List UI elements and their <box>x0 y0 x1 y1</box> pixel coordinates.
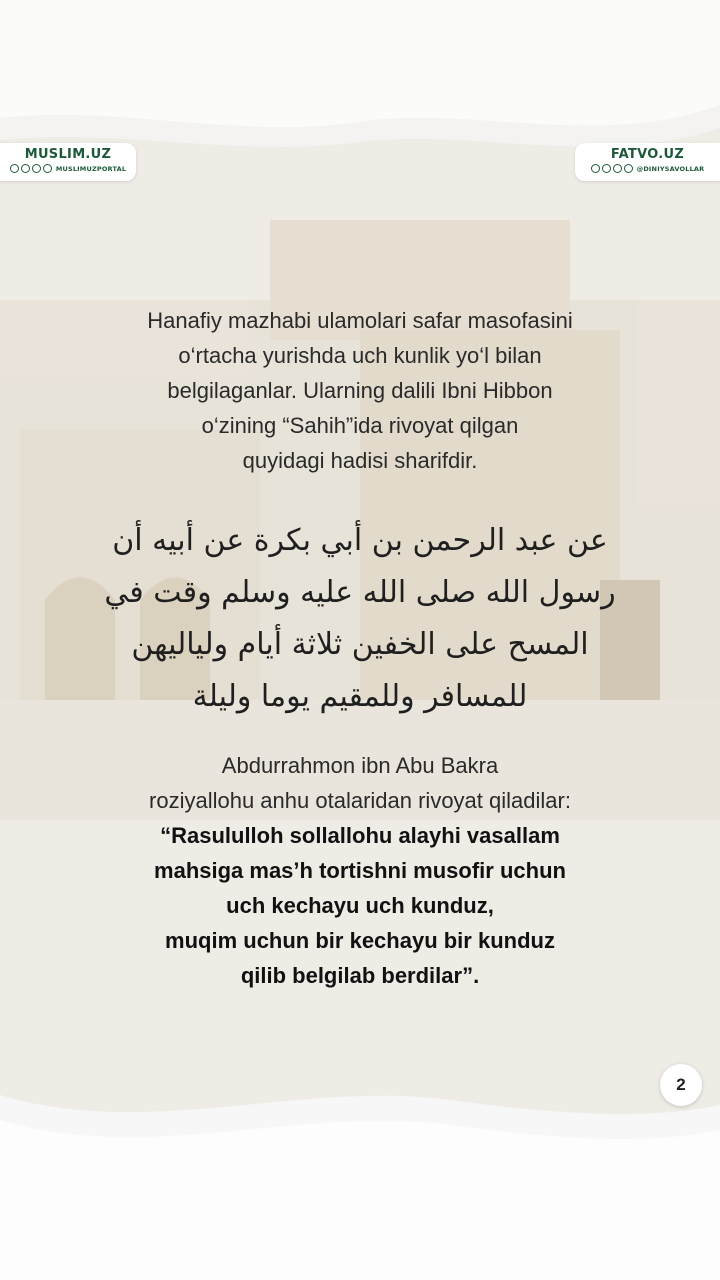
fatvo-uz-logo: FATVO.UZ <box>610 147 685 162</box>
instagram-icon <box>591 164 600 173</box>
social-icons-left <box>0 164 136 173</box>
social-handle-left: MUSLIMUZPORTAL <box>55 164 127 173</box>
intro-line: belgilaganlar. Ularning dalili Ibni Hibbon <box>167 378 553 403</box>
instagram-icon <box>10 164 19 173</box>
quote-line: “Rasululloh sollallohu alayhi vasallam <box>160 823 560 848</box>
arabic-hadith <box>70 515 650 723</box>
quote-line: qilib belgilab berdilar”. <box>240 963 480 988</box>
muslim-uz-badge <box>0 143 136 181</box>
youtube-icon <box>602 164 611 173</box>
quote-line: muqim uchun bir kechayu bir kunduz <box>165 928 555 953</box>
muslim-uz-logo: MUSLIM.UZ <box>24 147 112 162</box>
telegram-icon <box>43 164 52 173</box>
translation-paragraph <box>60 748 660 993</box>
intro-line: Hanafiy mazhabi ulamolari safar masofasini <box>147 308 573 333</box>
intro-line: quyidagi hadisi sharifdir. <box>242 448 478 473</box>
arabic-line: عن عبد الرحمن بن أبي بكرة عن أبيه أن <box>112 523 608 558</box>
quote-line: mahsiga mas’h tortishni musofir uchun <box>154 858 566 883</box>
arabic-line: رسول الله صلى الله عليه وسلم وقت في <box>104 575 616 610</box>
social-icons-right <box>575 164 720 173</box>
telegram-icon <box>624 164 633 173</box>
narration-line: roziyallohu anhu otalaridan rivoyat qiladilar: <box>149 788 571 813</box>
quote-line: uch kechayu uch kunduz, <box>226 893 494 918</box>
arabic-line: للمسافر وللمقيم يوما وليلة <box>192 679 528 714</box>
youtube-icon <box>21 164 30 173</box>
social-handle-right: @DINIYSAVOLLAR <box>636 164 705 173</box>
narration-line: Abdurrahmon ibn Abu Bakra <box>221 753 499 778</box>
facebook-icon <box>32 164 41 173</box>
page-number-badge: 2 <box>660 1064 702 1106</box>
intro-line: o‘rtacha yurishda uch kunlik yo‘l bilan <box>178 343 542 368</box>
intro-paragraph <box>60 303 660 478</box>
arabic-line: المسح على الخفين ثلاثة أيام ولياليهن <box>131 627 589 662</box>
intro-line: o‘zining “Sahih”ida rivoyat qilgan <box>201 413 519 438</box>
fatvo-uz-badge <box>575 143 720 181</box>
facebook-icon <box>613 164 622 173</box>
